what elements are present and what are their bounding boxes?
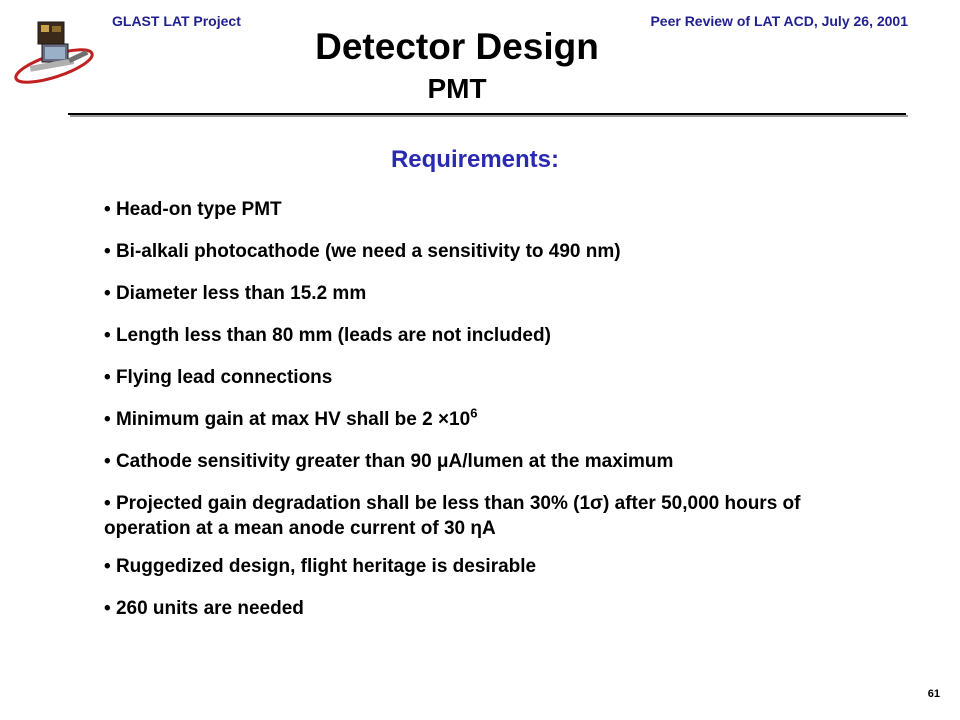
item-text: Minimum gain at max HV shall be 2 ×10	[115, 409, 471, 430]
item-text: 260 units are needed	[115, 598, 304, 619]
list-item	[104, 596, 844, 621]
exponent: 6	[470, 405, 478, 421]
list-item	[104, 449, 844, 474]
bullet: •	[104, 451, 111, 472]
item-text: Cathode sensitivity greater than 90 μA/lumen at the maximum	[115, 451, 674, 472]
slide-subtitle: PMT	[427, 73, 487, 104]
bullet: •	[104, 241, 111, 262]
bullet: •	[104, 409, 111, 430]
bullet: •	[104, 556, 111, 577]
list-item	[104, 554, 844, 579]
bullet: •	[104, 325, 111, 346]
bullet: •	[104, 283, 111, 304]
item-text: Flying lead connections	[115, 367, 333, 388]
list-item	[104, 491, 844, 541]
item-text: Length less than 80 mm (leads are not included)	[115, 325, 551, 346]
item-text: Diameter less than 15.2 mm	[115, 283, 367, 304]
item-text: Projected gain degradation shall be less than 30% (1σ) after 50,000 hours of operation at a mean anode current of 30 ηA	[104, 493, 801, 539]
bullet: •	[104, 598, 111, 619]
bullet: •	[104, 367, 111, 388]
item-text: Ruggedized design, flight heritage is desirable	[115, 556, 537, 577]
bullet: •	[104, 493, 111, 514]
item-text: Bi-alkali photocathode (we need a sensitivity to 490 nm)	[115, 241, 621, 262]
requirements-list	[104, 197, 844, 638]
item-text: Head-on type PMT	[115, 199, 282, 220]
title-divider	[68, 113, 906, 115]
slide-title: Detector Design	[315, 26, 599, 67]
header-project-name: GLAST LAT Project	[112, 13, 241, 29]
section-title: Requirements:	[390, 146, 560, 173]
list-item	[104, 323, 844, 348]
list-item	[104, 407, 844, 432]
list-item	[104, 239, 844, 264]
list-item	[104, 365, 844, 390]
page-number: 61	[927, 688, 940, 700]
list-item	[104, 197, 844, 222]
header-review-info: Peer Review of LAT ACD, July 26, 2001	[650, 13, 908, 29]
bullet: •	[104, 199, 111, 220]
list-item	[104, 281, 844, 306]
